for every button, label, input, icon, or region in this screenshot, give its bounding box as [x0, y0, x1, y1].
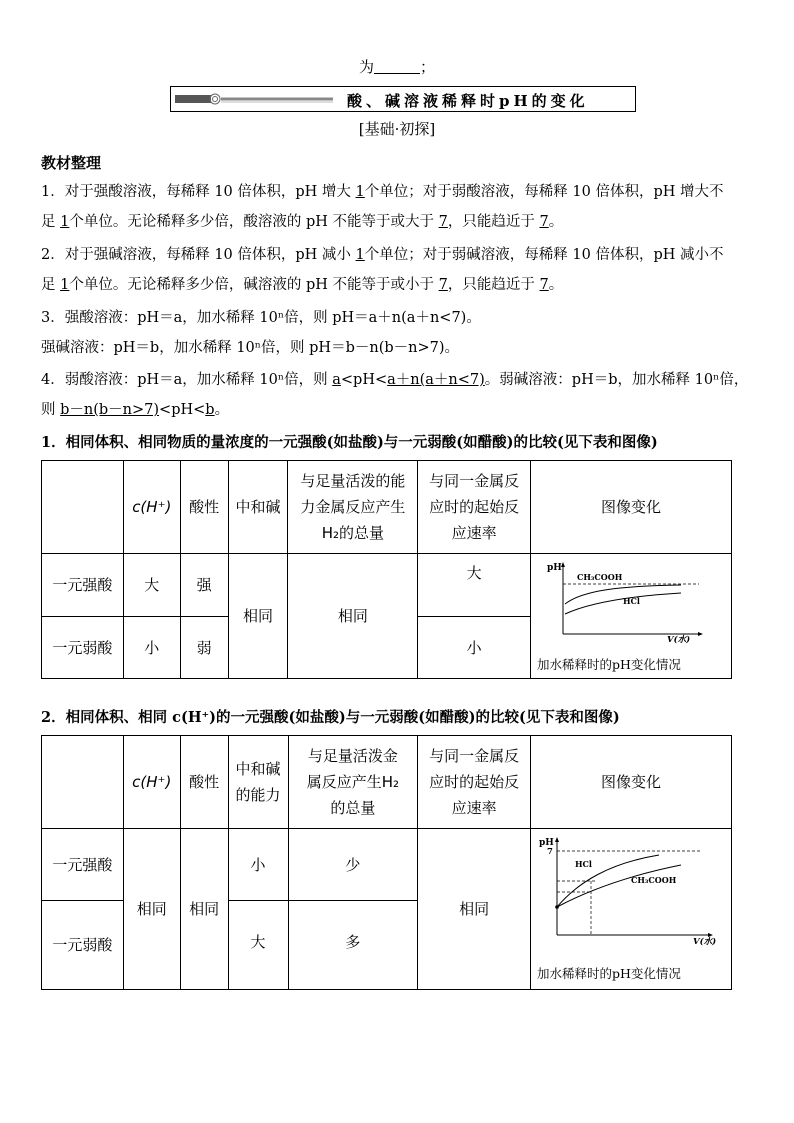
- header-empty: [42, 736, 124, 829]
- text: 个单位。无论稀释多少倍，碱溶液的 pH 不能等于或小于: [69, 277, 439, 293]
- cell-rate-merged: 相同: [418, 829, 531, 990]
- cell-rate: 小: [418, 617, 531, 679]
- answer: b: [205, 402, 215, 418]
- header-rate: 与同一金属反应时的起始反应速率: [418, 736, 531, 829]
- text: 。: [548, 277, 564, 293]
- banner-decoration-icon: [175, 92, 333, 106]
- header-ch: c(H⁺): [123, 736, 180, 829]
- table1-heading: 1．相同体积、相同物质的量浓度的一元强酸(如盐酸)与一元弱酸(如醋酸)的比较(见下表和图像): [41, 434, 658, 451]
- text: 。: [548, 214, 564, 230]
- top-suffix: ；: [420, 58, 436, 76]
- fill-blank: [374, 59, 420, 74]
- cell-neutralize: 小: [228, 829, 288, 901]
- comparison-table-2: [41, 735, 732, 990]
- row-label: 一元弱酸: [42, 901, 124, 990]
- answer: 1: [355, 184, 365, 200]
- cell-ch-merged: 相同: [123, 829, 180, 990]
- text: 个单位。无论稀释多少倍，酸溶液的 pH 不能等于或大于: [69, 214, 439, 230]
- subtitle: [基础·初探]: [358, 120, 436, 138]
- x-axis-label: V(水): [692, 937, 717, 947]
- cell-h2: 少: [288, 829, 418, 901]
- text: ，只能趋近于: [447, 277, 540, 293]
- banner-title: 酸、碱溶液稀释时pH的变化: [347, 92, 589, 110]
- top-fill-blank-line: [0, 56, 794, 77]
- text: <pH<: [340, 372, 388, 388]
- header-neutralize: 中和碱: [228, 461, 288, 554]
- text: 足: [41, 277, 61, 293]
- point-2: [41, 240, 763, 300]
- x-axis-arrow: [698, 632, 703, 636]
- topic-banner: [170, 86, 636, 112]
- chart-caption-2: 加水稀释时的pH变化情况: [536, 966, 681, 981]
- answer: 7: [539, 277, 549, 293]
- cell-rate: 大: [418, 554, 531, 617]
- header-empty: [42, 461, 124, 554]
- row-label: 一元强酸: [42, 829, 124, 901]
- text: 个单位；对于弱酸溶液，每稀释 10 倍体积，pH 增大不: [364, 184, 724, 200]
- header-acidity: 酸性: [180, 461, 228, 554]
- text: 则: [41, 402, 61, 418]
- cell-acidity: 强: [180, 554, 228, 617]
- cell-h2: 多: [288, 901, 418, 990]
- header-chart: 图像变化: [530, 736, 731, 829]
- answer: 1: [60, 277, 70, 293]
- ph-dilution-chart-2: [531, 831, 730, 951]
- text: 4．弱酸溶液：pH＝a，加水稀释 10ⁿ倍，则: [41, 372, 333, 388]
- x-axis-label: V(水): [666, 635, 691, 645]
- series-ch3cooh-line: [557, 865, 681, 907]
- cell-acidity: 弱: [180, 617, 228, 679]
- point-4: [41, 365, 763, 425]
- text: 1．对于强酸溶液，每稀释 10 倍体积，pH 增大: [41, 184, 356, 200]
- cell-acidity-merged: 相同: [180, 829, 228, 990]
- cell-ch: 小: [123, 617, 180, 679]
- y-axis-label: pH: [546, 563, 562, 573]
- answer: a: [332, 372, 341, 388]
- comparison-table-1: [41, 460, 732, 679]
- header-rate: 与同一金属反应时的起始反应速率: [418, 461, 531, 554]
- series-label-ch3cooh: CH₃COOH: [630, 875, 677, 885]
- series-label-hcl: HCl: [574, 859, 592, 869]
- text: <pH<: [159, 402, 206, 418]
- header-h2: 与足量活泼的能力金属反应产生H₂的总量: [288, 461, 418, 554]
- answer: b－n(b－n>7): [60, 402, 160, 418]
- answer: 7: [539, 214, 549, 230]
- header-chart: 图像变化: [530, 461, 731, 554]
- text: 个单位；对于弱碱溶液，每稀释 10 倍体积，pH 减小不: [364, 247, 724, 263]
- text: ，只能趋近于: [447, 214, 540, 230]
- answer: 1: [355, 247, 365, 263]
- section-label: 教材整理: [41, 154, 102, 172]
- header-neutralize: 中和碱的能力: [228, 736, 288, 829]
- text: 3．强酸溶液：pH＝a，加水稀释 10ⁿ倍，则 pH＝a＋n(a＋n<7)。: [41, 310, 481, 326]
- series-label-hcl: HCl: [622, 596, 640, 606]
- ph-dilution-chart-1: [531, 556, 730, 652]
- cell-h2-merged: 相同: [288, 554, 418, 679]
- cell-neutralize-merged: 相同: [228, 554, 288, 679]
- text: 。弱碱溶液：pH＝b，加水稀释 10ⁿ倍，: [484, 372, 749, 388]
- cell-neutralize: 大: [228, 901, 288, 990]
- row-label: 一元强酸: [42, 554, 124, 617]
- text: 足: [41, 214, 61, 230]
- row-label: 一元弱酸: [42, 617, 124, 679]
- top-prefix: 为: [358, 58, 374, 76]
- table2-heading: 2．相同体积、相同 c(H⁺)的一元强酸(如盐酸)与一元弱酸(如醋酸)的比较(见下表和图像): [41, 709, 620, 726]
- answer: 7: [438, 277, 448, 293]
- y-tick-7: 7: [546, 847, 553, 857]
- y-axis-label: pH: [538, 838, 554, 848]
- series-label-ch3cooh: CH₃COOH: [576, 572, 623, 582]
- header-h2: 与足量活泼金属反应产生H₂的总量: [288, 736, 418, 829]
- answer: 1: [60, 214, 70, 230]
- text: 。: [214, 402, 230, 418]
- point-1: [41, 177, 763, 237]
- answer: 7: [438, 214, 448, 230]
- text: 2．对于强碱溶液，每稀释 10 倍体积，pH 减小: [41, 247, 356, 263]
- answer: a＋n(a＋n<7): [387, 372, 485, 388]
- chart-cell-1: [530, 554, 731, 679]
- cell-ch: 大: [123, 554, 180, 617]
- chart-cell-2: [530, 829, 731, 990]
- header-ch: c(H⁺): [123, 461, 180, 554]
- chart-caption-1: 加水稀释时的pH变化情况: [536, 657, 681, 672]
- y-axis-arrow: [555, 837, 559, 842]
- header-acidity: 酸性: [180, 736, 228, 829]
- text: 强碱溶液：pH＝b，加水稀释 10ⁿ倍，则 pH＝b－n(b－n>7)。: [41, 340, 460, 356]
- point-3: [41, 303, 763, 363]
